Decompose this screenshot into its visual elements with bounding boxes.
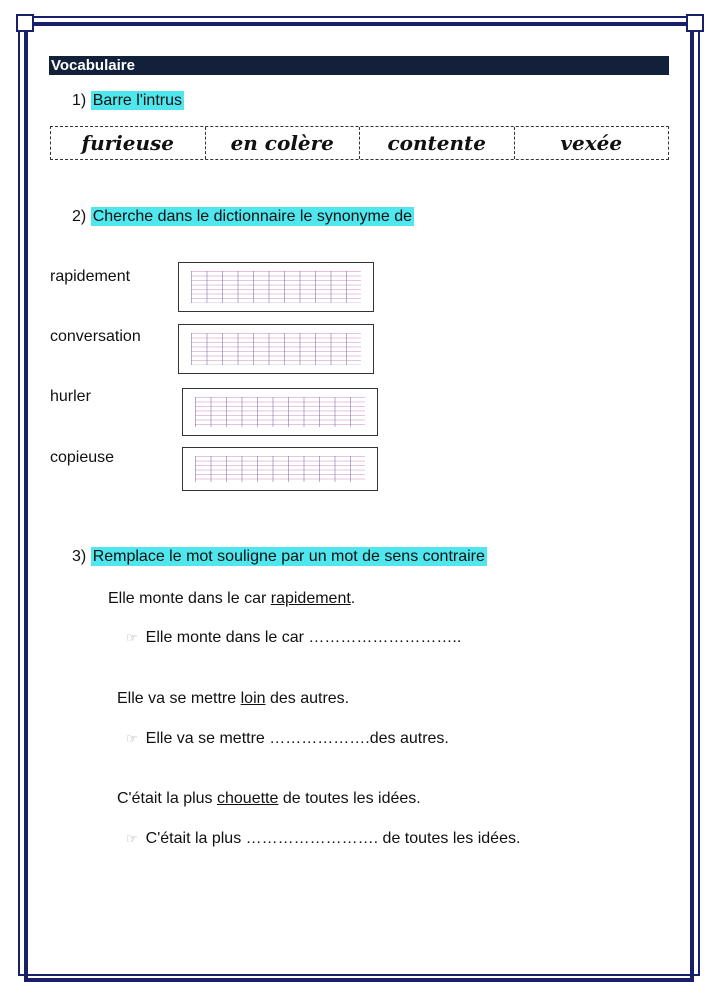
corner-ornament: [686, 14, 704, 32]
question-3: [72, 548, 487, 566]
question-label: Cherche dans le dictionnaire le synonyme de: [92, 208, 412, 225]
question-label: Remplace le mot souligne par un mot de sens contraire: [92, 548, 485, 565]
intrus-word[interactable]: en colère: [206, 127, 361, 159]
section-title: Vocabulaire: [49, 56, 669, 75]
sentence: Elle monte dans le car rapidement.: [108, 590, 356, 607]
pointing-hand-icon: ☞: [126, 630, 138, 645]
answer-line[interactable]: ☞ Elle va se mettre ……………….des autres.: [126, 730, 449, 747]
question-2: [72, 208, 414, 226]
intrus-word[interactable]: furieuse: [51, 127, 206, 159]
synonym-word: hurler: [50, 388, 91, 405]
question-number: 2): [72, 208, 87, 225]
intrus-word[interactable]: vexée: [560, 131, 623, 155]
synonym-word: conversation: [50, 328, 141, 345]
sentence: Elle va se mettre loin des autres.: [117, 690, 350, 707]
intrus-word-table: [50, 126, 669, 160]
question-number: 1): [72, 92, 87, 109]
writing-grid: [195, 397, 365, 427]
question-number: 3): [72, 548, 87, 565]
answer-box[interactable]: [182, 388, 378, 436]
question-1: [72, 92, 184, 110]
synonym-word: copieuse: [50, 449, 115, 466]
intrus-word[interactable]: contente: [360, 127, 515, 159]
answer-box[interactable]: [182, 447, 378, 491]
answer-box[interactable]: [178, 324, 374, 374]
writing-grid: [191, 271, 361, 303]
question-label: Barre l'intrus: [92, 92, 182, 109]
answer-line[interactable]: ☞ C'était la plus ……………………. de toutes les idées.: [126, 830, 521, 847]
writing-grid: [191, 333, 361, 365]
underlined-word: rapidement: [270, 590, 351, 607]
writing-grid: [195, 456, 365, 482]
underlined-word: loin: [240, 690, 266, 707]
pointing-hand-icon: ☞: [126, 731, 138, 746]
answer-box[interactable]: [178, 262, 374, 312]
pointing-hand-icon: ☞: [126, 831, 138, 846]
underlined-word: chouette: [217, 790, 279, 807]
synonym-word: rapidement: [50, 268, 131, 285]
corner-ornament: [16, 14, 34, 32]
sentence: C'était la plus chouette de toutes les idées.: [117, 790, 421, 807]
answer-line[interactable]: ☞ Elle monte dans le car ………………………..: [126, 629, 462, 646]
